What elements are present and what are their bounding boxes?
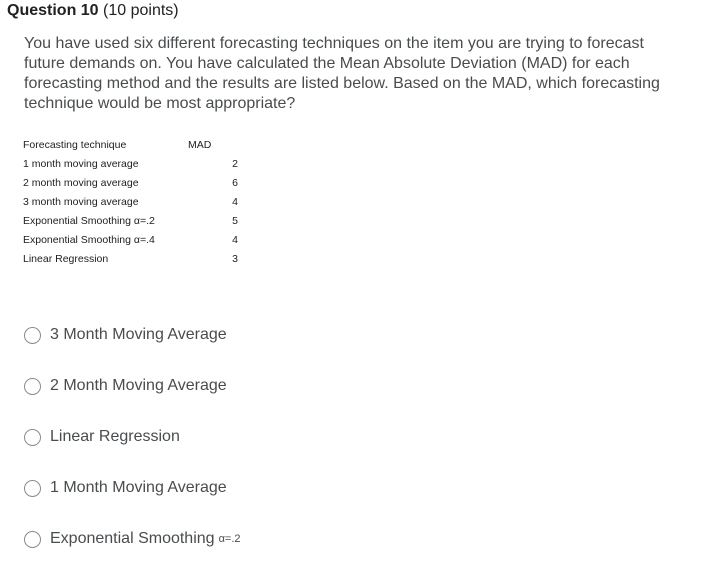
table-row bbox=[23, 249, 238, 268]
table-row bbox=[23, 192, 238, 211]
choice-label-suffix: α=.2 bbox=[218, 533, 241, 545]
choice-label: 3 Month Moving Average bbox=[50, 326, 227, 343]
table-cell-technique: Linear Regression bbox=[23, 252, 109, 265]
table-cell-technique: Exponential Smoothing α=.2 bbox=[23, 214, 155, 227]
mad-table bbox=[23, 135, 238, 268]
table-cell-technique: 3 month moving average bbox=[23, 195, 139, 208]
choice-label: Exponential Smoothing bbox=[50, 530, 215, 547]
choice-label: 1 Month Moving Average bbox=[50, 479, 227, 496]
radio-button[interactable] bbox=[24, 429, 41, 446]
table-row bbox=[23, 230, 238, 249]
table-cell-mad: 3 bbox=[232, 252, 238, 265]
table-header-row bbox=[23, 135, 238, 154]
table-cell-technique: Exponential Smoothing α=.4 bbox=[23, 233, 155, 246]
choice-label: 2 Month Moving Average bbox=[50, 377, 227, 394]
choice-label: Linear Regression bbox=[50, 428, 180, 445]
radio-button[interactable] bbox=[24, 378, 41, 395]
table-header-mad: MAD bbox=[188, 138, 212, 151]
table-cell-mad: 2 bbox=[232, 157, 238, 170]
answer-choices bbox=[24, 322, 241, 577]
choice-linear-regression[interactable] bbox=[24, 424, 241, 450]
radio-button[interactable] bbox=[24, 327, 41, 344]
table-cell-mad: 5 bbox=[232, 214, 238, 227]
table-row bbox=[23, 173, 238, 192]
table-cell-technique: 1 month moving average bbox=[23, 157, 139, 170]
table-cell-mad: 4 bbox=[232, 195, 238, 208]
radio-button[interactable] bbox=[24, 531, 41, 548]
table-row bbox=[23, 211, 238, 230]
choice-2-month-moving-average[interactable] bbox=[24, 373, 241, 399]
choice-1-month-moving-average[interactable] bbox=[24, 475, 241, 501]
table-row bbox=[23, 154, 238, 173]
question-header bbox=[7, 2, 179, 20]
table-cell-mad: 4 bbox=[232, 233, 238, 246]
choice-exponential-smoothing[interactable] bbox=[24, 526, 241, 552]
table-cell-mad: 6 bbox=[232, 176, 238, 189]
table-cell-technique: 2 month moving average bbox=[23, 176, 139, 189]
radio-button[interactable] bbox=[24, 480, 41, 497]
question-text: You have used six different forecasting techniques on the item you are trying to forecast future demands on. You have calculated the Mean Absolute Deviation (MAD) for each forecasting method and the results are listed below. Based on the MAD, which forecasting technique would be most appropriate? bbox=[24, 35, 660, 112]
choice-3-month-moving-average[interactable] bbox=[24, 322, 241, 348]
table-header-technique: Forecasting technique bbox=[23, 138, 127, 151]
question-title: Question 10 bbox=[7, 2, 99, 19]
question-points: (10 points) bbox=[103, 2, 179, 19]
